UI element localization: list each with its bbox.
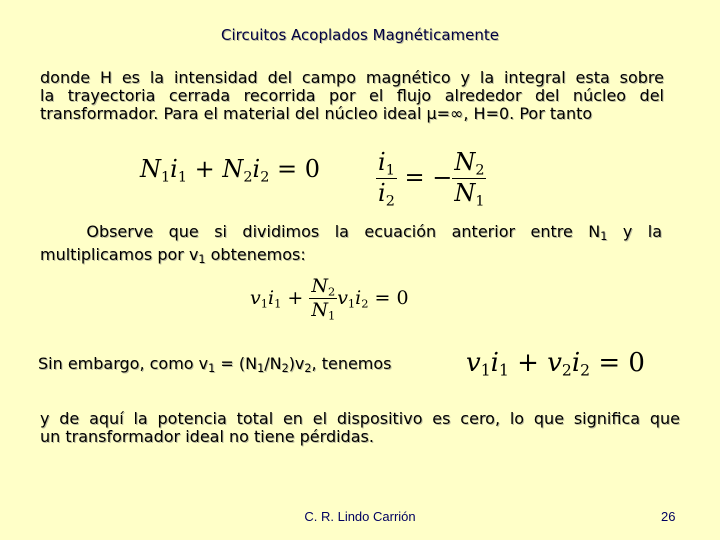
eq-symbol: N bbox=[140, 155, 161, 183]
eq-subscript: 1 bbox=[274, 296, 282, 311]
paragraph-line: y de aquí la potencia total en el dispositivo es cero, lo que significa que bbox=[40, 409, 680, 428]
text-run: /N bbox=[264, 354, 282, 373]
eq-symbol: i bbox=[571, 348, 581, 378]
eq-subscript: 2 bbox=[260, 169, 270, 186]
eq-subscript: 1 bbox=[385, 162, 395, 179]
eq-symbol: i bbox=[378, 179, 386, 208]
footer-author: C. R. Lindo Carrión bbox=[304, 509, 416, 524]
eq-subscript: 2 bbox=[475, 162, 485, 179]
eq-subscript: 2 bbox=[561, 361, 572, 380]
eq-subscript: 2 bbox=[327, 284, 336, 299]
subscript: 2 bbox=[304, 361, 312, 375]
eq-operator: = − bbox=[396, 163, 453, 192]
eq-symbol: v bbox=[250, 286, 261, 309]
paragraph-line: transformador. Para el material del núcleo ideal μ=∞, H=0. Por tanto bbox=[40, 104, 593, 123]
eq-subscript: 2 bbox=[580, 361, 591, 380]
eq-symbol: N bbox=[311, 275, 328, 297]
equation-zero-power bbox=[466, 348, 645, 380]
subscript: 1 bbox=[600, 229, 608, 243]
text-run: , tenemos bbox=[311, 354, 392, 373]
eq-subscript: 1 bbox=[347, 296, 356, 311]
eq-operator: + bbox=[508, 348, 548, 378]
eq-operator: + bbox=[281, 286, 310, 309]
eq-symbol: N bbox=[454, 148, 476, 176]
eq-symbol: N bbox=[311, 299, 328, 322]
text-run: y la bbox=[607, 222, 663, 241]
eq-symbol: N bbox=[454, 179, 476, 208]
paragraph-line bbox=[40, 246, 662, 269]
text-run: )v bbox=[288, 354, 305, 373]
eq-symbol: i bbox=[378, 148, 386, 176]
fraction bbox=[376, 148, 397, 210]
text-run: Observe que si dividimos la ecuación anterior entre N bbox=[86, 222, 601, 241]
paragraph-line bbox=[40, 223, 662, 246]
eq-operator: = 0 bbox=[368, 286, 409, 309]
paragraph-line: la trayectoria cerrada recorrida por el flujo alrededor del núcleo del bbox=[40, 86, 664, 105]
eq-symbol: v bbox=[547, 348, 562, 378]
subscript: 2 bbox=[281, 361, 289, 375]
equation-mmf-balance bbox=[140, 155, 320, 185]
eq-symbol: N bbox=[222, 155, 244, 183]
text-run: Sin embargo, como v bbox=[38, 354, 209, 373]
eq-operator: = 0 bbox=[590, 348, 645, 378]
eq-symbol: i bbox=[355, 286, 362, 309]
fraction bbox=[452, 148, 486, 210]
paragraph-divide bbox=[40, 223, 662, 269]
equation-power-sum bbox=[250, 275, 409, 323]
eq-subscript: 1 bbox=[480, 361, 491, 380]
paragraph-intro bbox=[40, 69, 664, 123]
eq-subscript: 2 bbox=[361, 296, 369, 311]
subscript: 1 bbox=[198, 252, 206, 266]
eq-symbol: v bbox=[337, 286, 348, 309]
paragraph-conclusion bbox=[40, 410, 680, 446]
slide-title: Circuitos Acoplados Magnéticamente bbox=[221, 26, 499, 44]
eq-symbol: i bbox=[252, 155, 261, 183]
eq-subscript: 1 bbox=[161, 169, 171, 186]
eq-subscript: 2 bbox=[243, 169, 253, 186]
eq-subscript: 1 bbox=[177, 169, 187, 186]
eq-subscript: 1 bbox=[498, 361, 509, 380]
eq-operator: = 0 bbox=[269, 155, 321, 183]
equation-current-ratio bbox=[376, 148, 486, 210]
subscript: 1 bbox=[208, 361, 216, 375]
text-run: = (N bbox=[215, 354, 258, 373]
eq-symbol: v bbox=[466, 348, 481, 378]
eq-subscript: 1 bbox=[260, 296, 268, 311]
eq-symbol: i bbox=[170, 155, 178, 183]
eq-symbol: i bbox=[490, 348, 499, 378]
paragraph-line: donde H es la intensidad del campo magnético y la integral esta sobre bbox=[40, 68, 664, 87]
text-run: multiplicamos por v bbox=[40, 244, 199, 264]
page-number: 26 bbox=[661, 509, 676, 524]
text-run: obtenemos: bbox=[205, 244, 306, 264]
eq-operator: + bbox=[187, 155, 223, 183]
eq-subscript: 1 bbox=[327, 308, 336, 323]
paragraph-line: un transformador ideal no tiene pérdidas. bbox=[40, 427, 374, 446]
paragraph-however bbox=[38, 355, 438, 378]
fraction bbox=[309, 275, 337, 323]
eq-subscript: 1 bbox=[475, 193, 485, 210]
subscript: 1 bbox=[257, 361, 265, 375]
eq-subscript: 2 bbox=[385, 193, 395, 210]
eq-symbol: i bbox=[267, 286, 275, 309]
